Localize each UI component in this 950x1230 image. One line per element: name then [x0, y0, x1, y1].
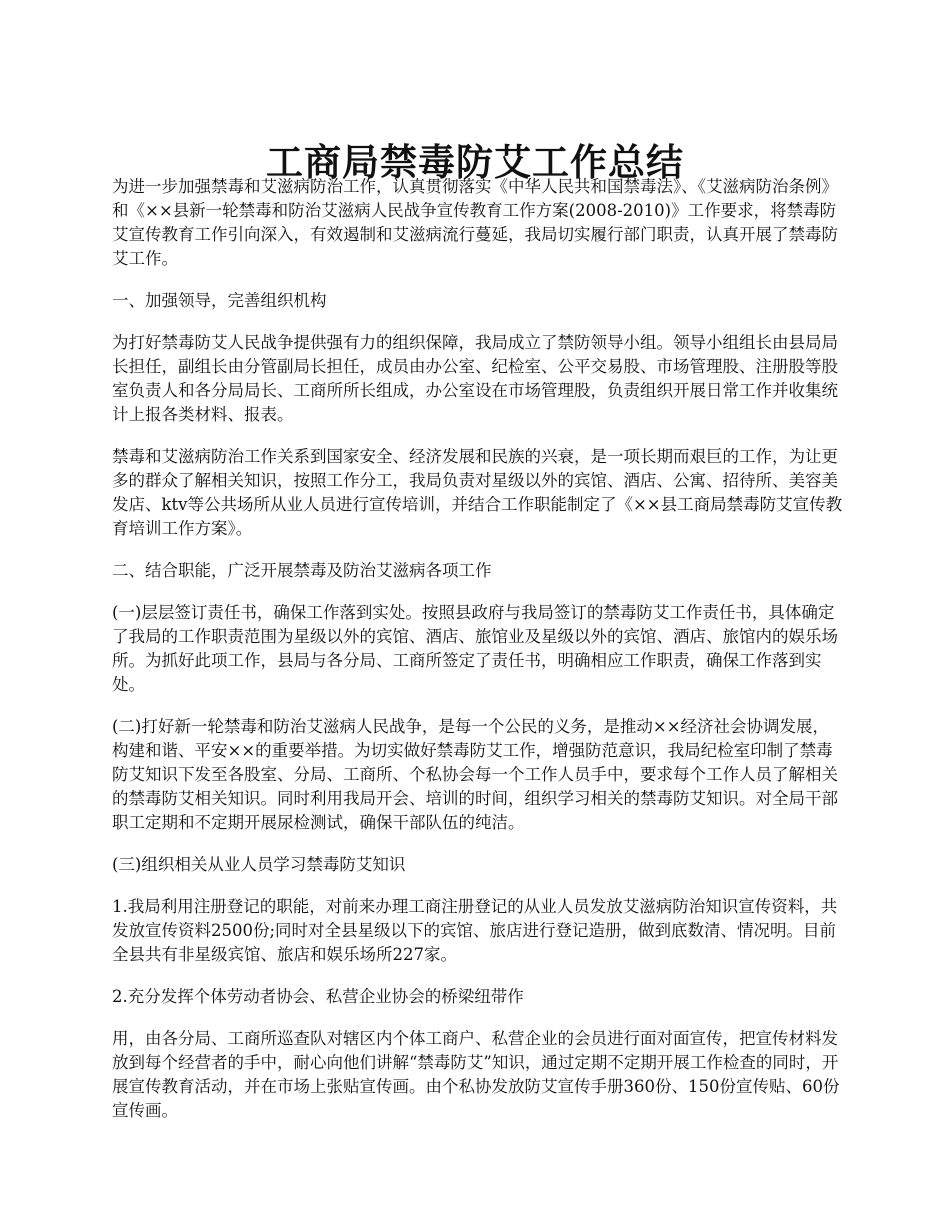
paragraph-publicity: (二)打好新一轮禁毒和防治艾滋病人民战争，是每一个公民的义务，是推动××经济社会协调发展，构建和谐、平安××的重要举措。为切实做好禁毒防艾工作，增强防范意识，我局纪检室印制了禁毒防艾知识下发至各股室、分局、工商所、个私协会每一个工作人员手中，要求每个工作人员了解相关的禁毒防艾相关知识。同时利用我局开会、培训的时间，组织学习相关的禁毒防艾知识。对全局干部职工定期和不定期开展尿检测试，确保干部队伍的纯洁。 — [112, 717, 838, 832]
paragraph-intro: 为进一步加强禁毒和艾滋病防治工作，认真贯彻落实《中华人民共和国禁毒法》、《艾滋病防治条例》和《××县新一轮禁毒和防治艾滋病人民战争宣传教育工作方案(2008-2010)》工作要求，将禁毒防艾宣传教育工作引向深入，有效遏制和艾滋病流行蔓延，我局切实履行部门职责，认真开展了禁毒防艾工作。 — [112, 177, 838, 268]
document-body — [112, 175, 844, 1141]
section-heading-2: 二、结合职能，广泛开展禁毒及防治艾滋病各项工作 — [112, 561, 492, 580]
paragraph-association-detail: 用，由各分局、工商所巡查队对辖区内个体工商户、私营企业的会员进行面对面宣传，把宣传材料发放到每个经营者的手中，耐心向他们讲解“禁毒防艾”知识，通过定期不定期开展工作检查的同时，开展宣传教育活动，并在市场上张贴宣传画。由个私协发放防艾宣传手册360份、150份宣传贴、60份宣传画。 — [112, 1029, 840, 1120]
document-title: 工商局禁毒防艾工作总结 — [266, 139, 684, 184]
paragraph-organization: 为打好禁毒防艾人民战争提供强有力的组织保障，我局成立了禁防领导小组。领导小组组长由县局局长担任，副组长由分管副局长担任，成员由办公室、纪检室、公平交易股、市场管理股、注册股等股室负责人和各分局局长、工商所所长组成，办公室设在市场管理股，负责组织开展日常工作并收集统计上报各类材料、报表。 — [112, 333, 838, 424]
paragraph-association-heading: 2.充分发挥个体劳动者协会、私营企业协会的桥梁纽带作 — [112, 987, 524, 1006]
paragraph-responsibility: (一)层层签订责任书，确保工作落到实处。按照县政府与我局签订的禁毒防艾工作责任书，具体确定了我局的工作职责范围为星级以外的宾馆、酒店、旅馆业及星级以外的宾馆、酒店、旅馆内的娱乐场所。为抓好此项工作，县局与各分局、工商所签定了责任书，明确相应工作职责，确保工作落到实处。 — [112, 603, 838, 694]
paragraph-registration: 1.我局利用注册登记的职能，对前来办理工商注册登记的从业人员发放艾滋病防治知识宣传资料，共发放宣传资料2500份;同时对全县星级以下的宾馆、旅店进行登记造册，做到底数清、情况明。目前全县共有非星级宾馆、旅店和娱乐场所227家。 — [112, 897, 838, 964]
section-heading-1: 一、加强领导，完善组织机构 — [112, 291, 327, 310]
subsection-heading-3: (三)组织相关从业人员学习禁毒防艾知识 — [112, 855, 406, 874]
paragraph-significance: 禁毒和艾滋病防治工作关系到国家安全、经济发展和民族的兴衰，是一项长期而艰巨的工作，为让更多的群众了解相关知识，按照工作分工，我局负责对星级以外的宾馆、酒店、公寓、招待所、美容美发店、ktv等公共场所从业人员进行宣传培训，并结合工作职能制定了《××县工商局禁毒防艾宣传教育培训工作方案》。 — [112, 447, 843, 538]
